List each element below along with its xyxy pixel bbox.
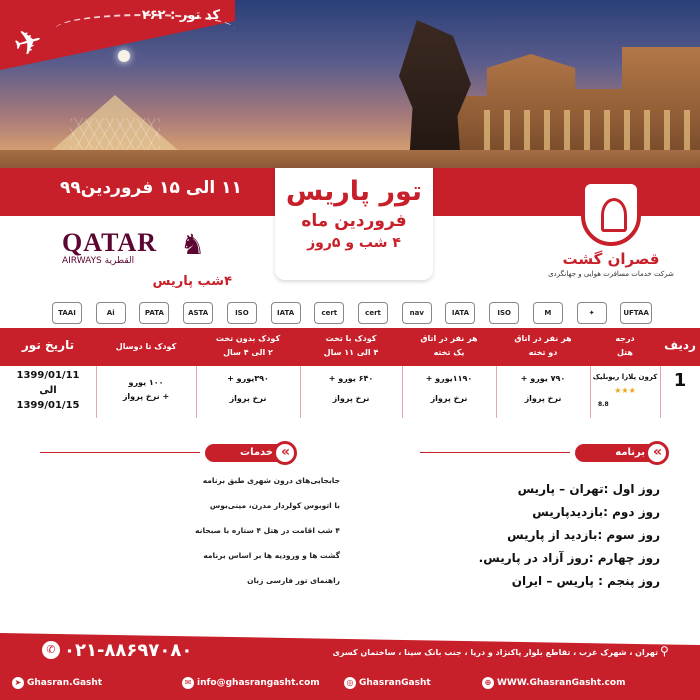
association-logos <box>52 298 652 328</box>
services-title: خدمات <box>240 447 273 458</box>
association-logo: IATA <box>271 302 301 324</box>
association-logo: M <box>533 302 563 324</box>
hotel-name: کرون پلازا ریوبلیک <box>592 373 658 381</box>
services-divider <box>40 452 200 453</box>
row-number: 1 <box>673 370 687 391</box>
services-list <box>120 476 340 601</box>
price-child-bed: ۶۴۰ یورو + نرخ پرواز <box>328 374 374 403</box>
association-logo: cert <box>314 302 344 324</box>
program-header <box>575 444 665 476</box>
agency-subtitle: شرکت خدمات مسافرت هوایی و جهانگردی <box>548 270 674 278</box>
header-double: هر نفر در اتاق دو تخته <box>514 334 572 357</box>
header-row-number: ردیف <box>664 338 696 352</box>
list-item: روز دوم :بازدیدپاریس <box>532 505 660 519</box>
location-pin-icon: ⚲ <box>660 644 669 658</box>
association-logo: IATA <box>445 302 475 324</box>
agency-shield-icon <box>581 180 641 246</box>
tour-duration: ۴ شب و ۵روز <box>307 235 401 251</box>
association-logo: UFTAA <box>620 302 652 324</box>
tour-title: تور پاریس <box>285 176 423 207</box>
website-link[interactable]: ⊕ WWW.GhasranGasht.com <box>482 677 625 689</box>
association-logo: PATA <box>139 302 169 324</box>
header-single: هر نفر در اتاق یک تخته <box>420 334 478 357</box>
instagram-icon: ◎ <box>344 677 356 689</box>
association-logo: ISO <box>489 302 519 324</box>
airline-logo <box>62 228 232 289</box>
agency-logo <box>548 180 674 278</box>
tour-date-range: 1399/01/11 الی 1399/01/15 <box>16 370 80 411</box>
price-infant: ۱۰۰ یورو + نرخ پرواز <box>122 378 170 401</box>
tour-month: فروردین ماه <box>301 211 407 231</box>
phone-icon: ✆ <box>42 641 60 659</box>
list-item: روز سوم :بازدید از پاریس <box>507 528 660 542</box>
oryx-icon: ♞ <box>180 228 206 261</box>
list-item: روز اول :تهران – پاریس <box>517 482 660 496</box>
email-icon: ✉ <box>182 677 194 689</box>
instagram-link[interactable]: ◎ GhasranGasht <box>344 677 431 689</box>
hero-image <box>0 0 700 180</box>
agency-name: قصران گشت <box>562 250 660 268</box>
list-item: جابجایی‌های درون شهری طبق برنامه <box>202 476 340 485</box>
footer-address: تهران ، شهرک غرب ، تقاطع بلوار پاکنژاد و دریا ، جنب بانک سینا ، ساختمان کسری <box>332 648 658 657</box>
association-logo: ISO <box>227 302 257 324</box>
association-logo: ✦ <box>577 302 607 324</box>
itinerary-list <box>440 482 660 597</box>
association-logo: ASTA <box>183 302 213 324</box>
hotel-score: 8.8 <box>598 401 609 408</box>
airline-brand-sub: AIRWAYS القطرية <box>62 256 135 266</box>
association-logo: Ai <box>96 302 126 324</box>
chevron-icon <box>273 441 297 465</box>
price-single: ۱۱۹۰یورو + نرخ پرواز <box>425 374 473 403</box>
table-header <box>0 328 700 366</box>
tour-dates: ۱۱ الی ۱۵ فروردین۹۹ <box>60 178 242 198</box>
list-item: گشت ها و ورودیه ها بر اساس برنامه <box>203 551 340 560</box>
globe-icon: ⊕ <box>482 677 494 689</box>
header-child-bed: کودک با تخت ۴ الی ۱۱ سال <box>323 334 379 357</box>
list-item: با اتوبوس کولردار مدرن، مینی‌بوس <box>209 501 340 510</box>
association-logo: TAAI <box>52 302 82 324</box>
telegram-icon: ➤ <box>12 677 24 689</box>
program-title: برنامه سفر <box>615 447 645 476</box>
moon <box>118 50 130 62</box>
header-infant: کودک تا دوسال <box>115 342 177 351</box>
footer-links <box>12 677 700 695</box>
telegram-link[interactable]: ➤ Ghasran.Gasht <box>12 677 102 689</box>
association-logo: cert <box>358 302 388 324</box>
tour-code: کد تور : ۲۶۲ <box>141 8 220 23</box>
association-logo: nav <box>402 302 432 324</box>
header-child-nobed: کودک بدون تخت ۲ الی ۴ سال <box>215 334 281 357</box>
list-item: روز پنجم : پاریس – ایران <box>511 574 660 588</box>
price-child-nobed: ۳۹۰یورو + نرخ پرواز <box>227 374 269 403</box>
footer-phone[interactable]: ۰۲۱-۸۸۶۹۷۰۸۰ <box>64 640 193 661</box>
price-table <box>0 328 700 418</box>
chevron-icon <box>645 441 669 465</box>
header-tour-date: تاریخ تور <box>21 338 75 352</box>
price-double: ۷۹۰ یورو + نرخ پرواز <box>520 374 566 403</box>
list-item: روز چهارم :روز آزاد در پاریس. <box>478 551 660 565</box>
palace-lights <box>470 110 690 150</box>
header-hotel-grade: درجه هتل <box>615 334 635 357</box>
list-item: ۴ شب اقامت در هتل ۴ ستاره با صبحانه <box>195 526 340 535</box>
hotel-stars: ★★★ <box>614 386 636 395</box>
airline-brand: QATAR <box>62 228 158 257</box>
email-link[interactable]: ✉ info@ghasrangasht.com <box>182 677 320 689</box>
airplane-icon: ✈ <box>9 19 48 67</box>
hotel-cell <box>590 370 660 412</box>
list-item: راهنمای تور فارسی زبان <box>247 576 340 585</box>
airline-nights: ۴شب پاریس <box>152 274 232 289</box>
services-header <box>205 444 293 462</box>
title-card <box>275 168 433 280</box>
program-divider <box>420 452 570 453</box>
